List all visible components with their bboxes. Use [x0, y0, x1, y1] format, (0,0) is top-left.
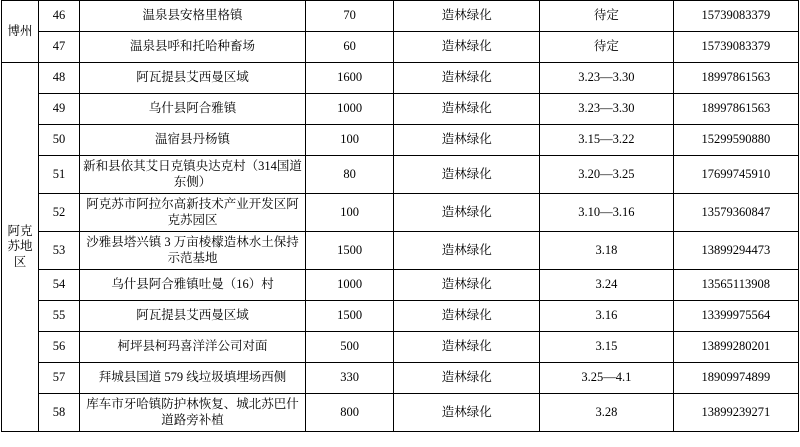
- table-row: [2, 156, 799, 194]
- quantity-cell: 1500: [306, 232, 394, 270]
- phone-cell: 15299590880: [673, 125, 798, 156]
- index-cell: 49: [38, 94, 79, 125]
- project-type-cell: 造林绿化: [394, 363, 540, 394]
- location-cell: 乌什县阿合雅镇: [80, 94, 306, 125]
- phone-cell: 18909974899: [673, 363, 798, 394]
- location-cell: 拜城县国道 579 线垃圾填埋场西侧: [80, 363, 306, 394]
- table-row: [2, 32, 799, 63]
- index-cell: 50: [38, 125, 79, 156]
- location-cell: 沙雅县塔兴镇 3 万亩棱檬造林水土保持示范基地: [80, 232, 306, 270]
- location-cell: 阿克苏市阿拉尔高新技术产业开发区阿克苏园区: [80, 194, 306, 232]
- date-cell: 3.23—3.30: [540, 63, 674, 94]
- index-cell: 54: [38, 270, 79, 301]
- phone-cell: 13399975564: [673, 301, 798, 332]
- quantity-cell: 1000: [306, 270, 394, 301]
- project-type-cell: 造林绿化: [394, 394, 540, 432]
- phone-cell: 13899294473: [673, 232, 798, 270]
- table-body: [2, 1, 799, 432]
- project-type-cell: 造林绿化: [394, 32, 540, 63]
- quantity-cell: 60: [306, 32, 394, 63]
- phone-cell: 18997861563: [673, 94, 798, 125]
- location-cell: 温宿县丹杨镇: [80, 125, 306, 156]
- location-cell: 柯坪县柯玛喜洋洋公司对面: [80, 332, 306, 363]
- date-cell: 3.28: [540, 394, 674, 432]
- location-cell: 乌什县阿合雅镇吐曼（16）村: [80, 270, 306, 301]
- date-cell: 3.15—3.22: [540, 125, 674, 156]
- project-type-cell: 造林绿化: [394, 1, 540, 32]
- index-cell: 46: [38, 1, 79, 32]
- table-row: [2, 125, 799, 156]
- location-cell: 库车市牙哈镇防护林恢复、城北苏巴什道路旁补植: [80, 394, 306, 432]
- location-cell: 温泉县呼和托哈种畜场: [80, 32, 306, 63]
- index-cell: 51: [38, 156, 79, 194]
- table-row: [2, 232, 799, 270]
- date-cell: 3.15: [540, 332, 674, 363]
- project-type-cell: 造林绿化: [394, 301, 540, 332]
- table-row: [2, 194, 799, 232]
- date-cell: 3.16: [540, 301, 674, 332]
- location-cell: 温泉县安格里格镇: [80, 1, 306, 32]
- quantity-cell: 100: [306, 194, 394, 232]
- quantity-cell: 70: [306, 1, 394, 32]
- project-type-cell: 造林绿化: [394, 232, 540, 270]
- quantity-cell: 800: [306, 394, 394, 432]
- date-cell: 待定: [540, 32, 674, 63]
- date-cell: 3.10—3.16: [540, 194, 674, 232]
- project-type-cell: 造林绿化: [394, 125, 540, 156]
- index-cell: 58: [38, 394, 79, 432]
- index-cell: 47: [38, 32, 79, 63]
- quantity-cell: 330: [306, 363, 394, 394]
- project-type-cell: 造林绿化: [394, 332, 540, 363]
- table-row: [2, 394, 799, 432]
- region-cell: 阿克苏地区: [2, 63, 39, 432]
- project-type-cell: 造林绿化: [394, 194, 540, 232]
- location-cell: 阿瓦提县艾西曼区域: [80, 63, 306, 94]
- table-row: [2, 363, 799, 394]
- index-cell: 57: [38, 363, 79, 394]
- table-row: [2, 301, 799, 332]
- location-cell: 阿瓦提县艾西曼区域: [80, 301, 306, 332]
- phone-cell: 13899239271: [673, 394, 798, 432]
- date-cell: 3.23—3.30: [540, 94, 674, 125]
- quantity-cell: 100: [306, 125, 394, 156]
- phone-cell: 15739083379: [673, 1, 798, 32]
- location-cell: 新和县依其艾日克镇央达克村（314国道东侧）: [80, 156, 306, 194]
- quantity-cell: 1000: [306, 94, 394, 125]
- phone-cell: 15739083379: [673, 32, 798, 63]
- date-cell: 3.18: [540, 232, 674, 270]
- date-cell: 3.24: [540, 270, 674, 301]
- table-row: [2, 270, 799, 301]
- phone-cell: 13565113908: [673, 270, 798, 301]
- quantity-cell: 1500: [306, 301, 394, 332]
- project-type-cell: 造林绿化: [394, 156, 540, 194]
- region-cell: 博州: [2, 1, 39, 63]
- project-type-cell: 造林绿化: [394, 94, 540, 125]
- quantity-cell: 500: [306, 332, 394, 363]
- project-type-cell: 造林绿化: [394, 63, 540, 94]
- index-cell: 52: [38, 194, 79, 232]
- phone-cell: 13899280201: [673, 332, 798, 363]
- planting-schedule-table: [1, 0, 799, 432]
- phone-cell: 13579360847: [673, 194, 798, 232]
- index-cell: 53: [38, 232, 79, 270]
- quantity-cell: 1600: [306, 63, 394, 94]
- index-cell: 56: [38, 332, 79, 363]
- date-cell: 3.25—4.1: [540, 363, 674, 394]
- index-cell: 48: [38, 63, 79, 94]
- date-cell: 3.20—3.25: [540, 156, 674, 194]
- project-type-cell: 造林绿化: [394, 270, 540, 301]
- table-row: [2, 1, 799, 32]
- quantity-cell: 80: [306, 156, 394, 194]
- phone-cell: 18997861563: [673, 63, 798, 94]
- table-row: [2, 332, 799, 363]
- date-cell: 待定: [540, 1, 674, 32]
- table-row: [2, 94, 799, 125]
- phone-cell: 17699745910: [673, 156, 798, 194]
- table-row: [2, 63, 799, 94]
- index-cell: 55: [38, 301, 79, 332]
